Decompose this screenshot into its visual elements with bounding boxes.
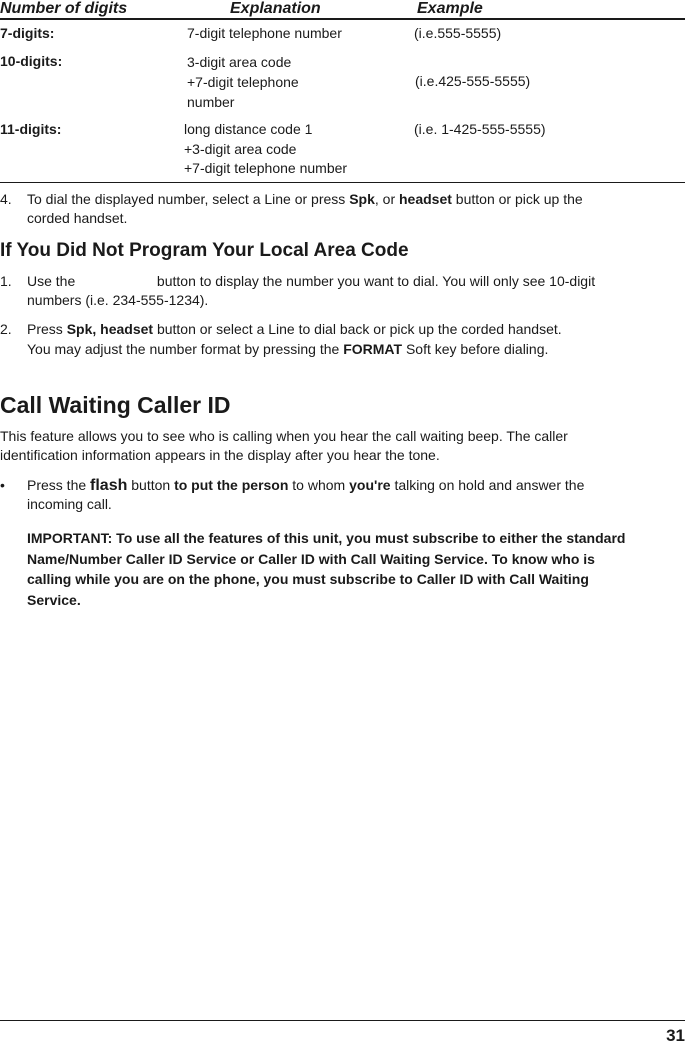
bullet-text: Press the flash button to put the person to whom you're talking on hold and answer the incoming call. [27, 477, 585, 512]
table-bottom-rule [0, 182, 685, 183]
header-number-of-digits: Number of digits [0, 0, 128, 17]
step-number: 1. [0, 273, 12, 289]
step-1-text: Use the button to display the number you want to dial. You will only see 10-digit numbers (i.e. 234-555-1234). [27, 273, 599, 308]
header-explanation: Explanation [230, 0, 321, 17]
spk-key-label: Spk [349, 191, 375, 207]
section-heading-call-waiting: Call Waiting Caller ID [0, 392, 231, 418]
page-number: 31 [666, 1026, 685, 1045]
spk-headset-key-label: Spk, headset [66, 321, 154, 337]
row-11-digits-explanation: long distance code 1 +3-digit area code +7-digit telephone number [184, 121, 348, 176]
step-1 [0, 272, 640, 312]
row-10-digits-explanation: 3-digit area code +7-digit telephone number [187, 54, 299, 110]
footer-rule [0, 1020, 685, 1021]
section-heading-local-area-code: If You Did Not Program Your Local Area Code [0, 240, 409, 261]
row-11-digits-label: 11-digits: [0, 121, 62, 137]
flash-key-label: flash [90, 477, 128, 494]
row-7-digits-label: 7-digits: [0, 25, 55, 41]
header-example: Example [417, 0, 483, 17]
format-key-label: FORMAT [343, 341, 403, 357]
row-11-digits-example: (i.e. 1-425-555-5555) [414, 121, 546, 137]
bullet-item [0, 476, 620, 516]
table-header-rule [0, 18, 685, 20]
call-waiting-intro: This feature allows you to see who is calling when you hear the call waiting beep. The caller identification information appears in the display after you hear the tone. [0, 428, 568, 463]
step-4-text: To dial the displayed number, select a Line or press Spk, or headset button or pick up the corded handset. [27, 191, 583, 226]
important-notice: IMPORTANT: To use all the features of this unit, you must subscribe to either the standard Name/Number Caller ID Service or Caller ID with Call Waiting Service. To know who is calling while you are on the phone, you must subscribe to Caller ID with Call Waiting Service. [27, 530, 626, 608]
step-2-text: Press Spk, headset button or select a Line to dial back or pick up the corded handset. [27, 321, 562, 337]
row-7-digits-example: (i.e.555-5555) [414, 25, 502, 41]
row-10-digits-label: 10-digits: [0, 53, 63, 69]
row-10-digits-example: (i.e.425-555-5555) [415, 73, 531, 89]
step-number: 2. [0, 321, 12, 337]
format-note: You may adjust the number format by pressing the FORMAT Soft key before dialing. [27, 341, 549, 357]
headset-key-label: headset [399, 191, 452, 207]
step-number: 4. [0, 191, 12, 207]
bullet-dot: • [0, 477, 5, 493]
step-4 [0, 190, 640, 230]
row-7-digits-explanation: 7-digit telephone number [187, 25, 342, 41]
